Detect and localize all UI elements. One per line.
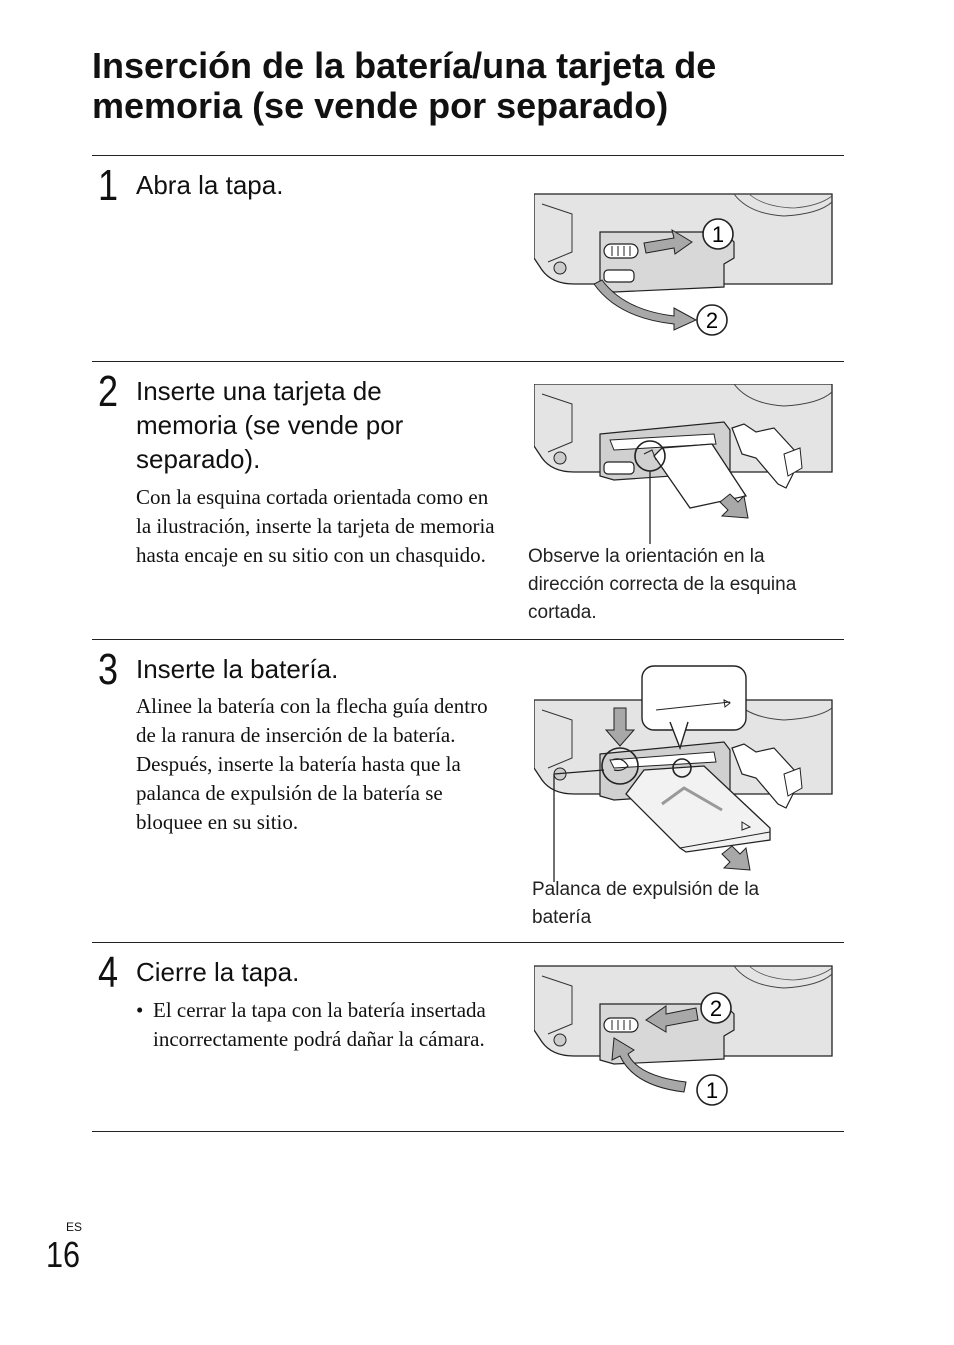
step-3-number: 3 <box>98 645 119 694</box>
step-4-heading: Cierre la tapa. <box>136 957 300 987</box>
step-4-number: 4 <box>98 948 119 997</box>
close-cover-illustration <box>534 964 834 1109</box>
step-4-warning <box>136 996 496 1054</box>
callout-number: 2 <box>709 996 723 1021</box>
insert-card-illustration <box>534 384 834 544</box>
step-1-heading: Abra la tapa. <box>136 170 284 200</box>
step-2-heading: Inserte una tarjeta de memoria (se vende por separado). <box>136 376 404 474</box>
section-divider <box>92 155 844 156</box>
page-number: 16 <box>46 1234 81 1275</box>
step-3-heading: Inserte la batería. <box>136 654 339 684</box>
step-2-number: 2 <box>98 367 119 416</box>
card-orientation-caption: Observe la orientación en la dirección correcta de la esquina cortada. <box>528 546 797 623</box>
bullet-dot: • <box>136 998 144 1022</box>
section-divider <box>92 942 844 943</box>
step-1-number: 1 <box>98 161 119 210</box>
section-divider <box>92 361 844 362</box>
callout-number: 1 <box>711 222 725 247</box>
callout-number: 2 <box>705 308 719 333</box>
page-title: Inserción de la batería/una tarjeta de memoria (se vende por separado) <box>92 45 717 126</box>
language-mark: ES <box>66 1220 83 1234</box>
section-divider <box>92 1131 844 1132</box>
step-2-body: Con la esquina cortada orientada como en la ilustración, inserte la tarjeta de memoria hasta encaje en su sitio con un chasquido. <box>136 485 495 567</box>
section-divider <box>92 639 844 640</box>
open-cover-illustration <box>534 192 834 337</box>
callout-number: 1 <box>705 1078 719 1103</box>
step-4-warning-text: El cerrar la tapa con la batería insertada incorrectamente podrá dañar la cámara. <box>153 998 486 1051</box>
eject-lever-caption: Palanca de expulsión de la batería <box>532 879 760 928</box>
step-3-body: Alinee la batería con la flecha guía dentro de la ranura de inserción de la batería. Después, inserte la batería hasta que la palanca de expulsión de la batería se bloquee en su sitio. <box>136 694 488 834</box>
insert-battery-illustration <box>534 662 834 882</box>
